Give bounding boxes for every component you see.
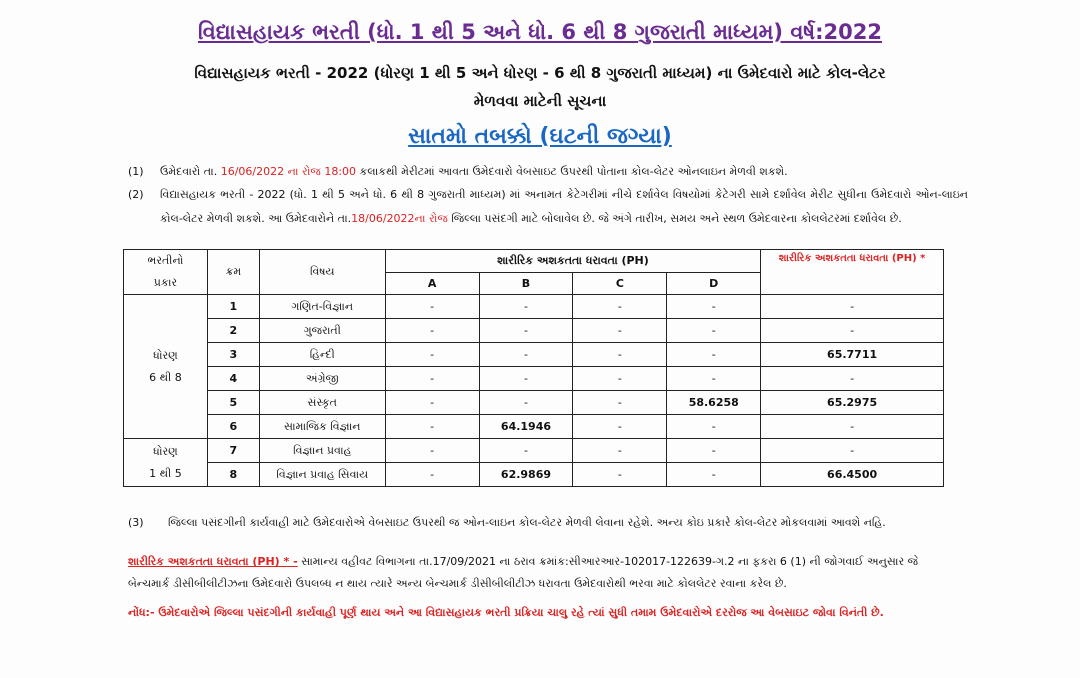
row-ph: 65.7711 — [761, 343, 944, 367]
table-row — [124, 463, 944, 487]
row-a: - — [385, 463, 479, 487]
row-d: - — [667, 319, 761, 343]
row-d: - — [667, 343, 761, 367]
row-number: 4 — [207, 367, 259, 391]
point-1-text: ઉમેદવારો તા. — [160, 165, 221, 178]
row-c: - — [573, 319, 667, 343]
point-1-number: (1) — [128, 165, 144, 178]
row-number: 3 — [207, 343, 259, 367]
table-row — [124, 439, 944, 463]
row-b: - — [479, 319, 573, 343]
row-a: - — [385, 415, 479, 439]
row-d: - — [667, 439, 761, 463]
row-ph: 65.2975 — [761, 391, 944, 415]
row-number: 1 — [207, 295, 259, 319]
row-c: - — [573, 463, 667, 487]
point-2 — [128, 183, 968, 231]
row-ph: - — [761, 319, 944, 343]
row-subject: ગુજરાતી — [259, 319, 385, 343]
table-row — [124, 295, 944, 319]
subtitle-line1: વિદ્યાસહાયક ભરતી - 2022 (ધોરણ 1 થી 5 અને ધોરણ - 6 થી 8 ગુજરાતી માધ્યમ) ના ઉમેદવારો માટે કોલ-લેટર — [194, 64, 886, 82]
point-3-number: (3) — [128, 516, 144, 529]
row-ph: - — [761, 439, 944, 463]
row-subject: અંગ્રેજી — [259, 367, 385, 391]
row-subject: હિન્દી — [259, 343, 385, 367]
row-subject: વિજ્ઞાન પ્રવાહ — [259, 439, 385, 463]
row-subject: વિજ્ઞાન પ્રવાહ સિવાય — [259, 463, 385, 487]
subtitle-line2: મેળવવા માટેની સૂચના — [473, 92, 607, 110]
ph-note-text: સામાન્ય વહીવટ વિભાગના તા.17/09/2021 ના ઠરાવ ક્રમાંક:સીઆરઆર-102017-122639-ગ.2 ના ફકરા 6 (1) ની જોગવાઈ અનુસાર જે બેન્ચમાર્ક ડીસીબીલીટીઝના ઉમેદવારો ઉપલબ્ધ ન થાય ત્યારે અન્ય બેન્ચમાર્ક ડીસીબીલીટીઝ ધરાવતા ઉમેદવારોથી ભરવા માટે કોલલેટર રવાના કરેલ છે. — [128, 555, 919, 590]
row-a: - — [385, 295, 479, 319]
header-recruitment-type: ભરતીનો પ્રકાર — [124, 250, 208, 295]
row-c: - — [573, 367, 667, 391]
row-d: - — [667, 295, 761, 319]
header-b: B — [479, 272, 573, 295]
row-c: - — [573, 439, 667, 463]
header-ph-star: શારીરિક અશકતતા ધરાવતા (PH) * — [761, 250, 944, 295]
row-ph: - — [761, 367, 944, 391]
row-a: - — [385, 439, 479, 463]
table-row — [124, 415, 944, 439]
row-b: - — [479, 439, 573, 463]
point-2-text: વિદ્યાસહાયક ભરતી - 2022 (ધો. 1 થી 5 અને ધો. 6 થી 8 ગુજરાતી માધ્યમ) માં અનામત કેટેગરીમાં નીચે દર્શાવેલ વિષયોમાં કેટેગરી સામે દર્શાવેલ મેરીટ સુધીના ઉમેદવારો ઓન-લાઇન કોલ-લેટર મેળવી શકશે. આ ઉમેદવારોને તા. — [160, 188, 968, 225]
row-subject: ગણિત-વિજ્ઞાન — [259, 295, 385, 319]
row-ph: 66.4500 — [761, 463, 944, 487]
row-b: - — [479, 343, 573, 367]
row-number: 5 — [207, 391, 259, 415]
point-2-number: (2) — [128, 188, 144, 201]
point-2-text-end: જિલ્લા પસંદગી માટે બોલાવેલ છે. જે અંગે તારીખ, સમય અને સ્થળ ઉમેદવારના કોલલેટરમાં દર્શાવેલ છે. — [447, 212, 902, 225]
table-row — [124, 367, 944, 391]
row-subject: સંસ્કૃત — [259, 391, 385, 415]
row-c: - — [573, 295, 667, 319]
header-c: C — [573, 272, 667, 295]
ph-note — [128, 551, 956, 595]
header-d: D — [667, 272, 761, 295]
row-d: 58.6258 — [667, 391, 761, 415]
row-a: - — [385, 391, 479, 415]
row-b: 62.9869 — [479, 463, 573, 487]
point-1-date: 16/06/2022 ના રોજ 18:00 — [220, 165, 357, 178]
header-subject: વિષય — [259, 250, 385, 295]
merit-table — [123, 249, 944, 487]
row-d: - — [667, 463, 761, 487]
row-d: - — [667, 367, 761, 391]
row-c: - — [573, 415, 667, 439]
row-b: - — [479, 391, 573, 415]
row-b: 64.1946 — [479, 415, 573, 439]
row-subject: સામાજિક વિજ્ઞાન — [259, 415, 385, 439]
row-a: - — [385, 343, 479, 367]
ph-note-label: શારીરિક અશકતતા ધરાવતા (PH) * - — [128, 555, 298, 568]
header-a: A — [385, 272, 479, 295]
row-number: 6 — [207, 415, 259, 439]
header-ph: શારીરિક અશકતતા ધરાવતા (PH) — [385, 250, 761, 273]
row-ph: - — [761, 295, 944, 319]
row-a: - — [385, 367, 479, 391]
row-ph: - — [761, 415, 944, 439]
point-3 — [128, 512, 956, 534]
table-row — [124, 319, 944, 343]
point-1 — [128, 160, 968, 184]
point-3-text: જિલ્લા પસંદગીની કાર્યવાહી માટે ઉમેદવારોએ વેબસાઇટ ઉપરથી જ ઓન-લાઇન કોલ-લેટર મેળવી લેવાના રહેશે. અન્ય કોઇ પ્રકારે કોલ-લેટર મોકલવામાં આવશે નહિ. — [168, 516, 886, 529]
row-c: - — [573, 343, 667, 367]
header-number: ક્રમ — [207, 250, 259, 295]
group-std-6-8: ધોરણ 6 થી 8 — [124, 295, 208, 439]
table-row — [124, 343, 944, 367]
row-c: - — [573, 391, 667, 415]
row-number: 7 — [207, 439, 259, 463]
row-number: 2 — [207, 319, 259, 343]
point-1-text-end: કલાકથી મેરીટમાં આવતા ઉમેદવારો વેબસાઇટ ઉપરથી પોતાના કોલ-લેટર ઓનલાઇન મેળવી શકશે. — [356, 165, 788, 178]
page-title: વિદ્યાસહાયક ભરતી (ધો. 1 થી 5 અને ધો. 6 થી 8 ગુજરાતી માધ્યમ) વર્ષ:2022 — [197, 20, 883, 44]
row-b: - — [479, 367, 573, 391]
row-d: - — [667, 415, 761, 439]
group-std-1-5: ધોરણ 1 થી 5 — [124, 439, 208, 487]
table-row — [124, 391, 944, 415]
point-2-date: 18/06/2022ના રોજ — [351, 212, 448, 225]
row-a: - — [385, 319, 479, 343]
final-note: નોંધ:- ઉમેદવારોએ જિલ્લા પસંદગીની કાર્યવાહી પૂર્ણ થાય અને આ વિદ્યાસહાયક ભરતી પ્રક્રિયા ચાલુ રહે ત્યાં સુધી તમામ ઉમેદવારોએ દરરોજ આ વેબસાઇટ જોવા વિનંતી છે. — [128, 606, 884, 619]
row-number: 8 — [207, 463, 259, 487]
row-b: - — [479, 295, 573, 319]
phase-heading: સાતમો તબક્કો (ઘટની જગ્યા) — [408, 124, 672, 149]
